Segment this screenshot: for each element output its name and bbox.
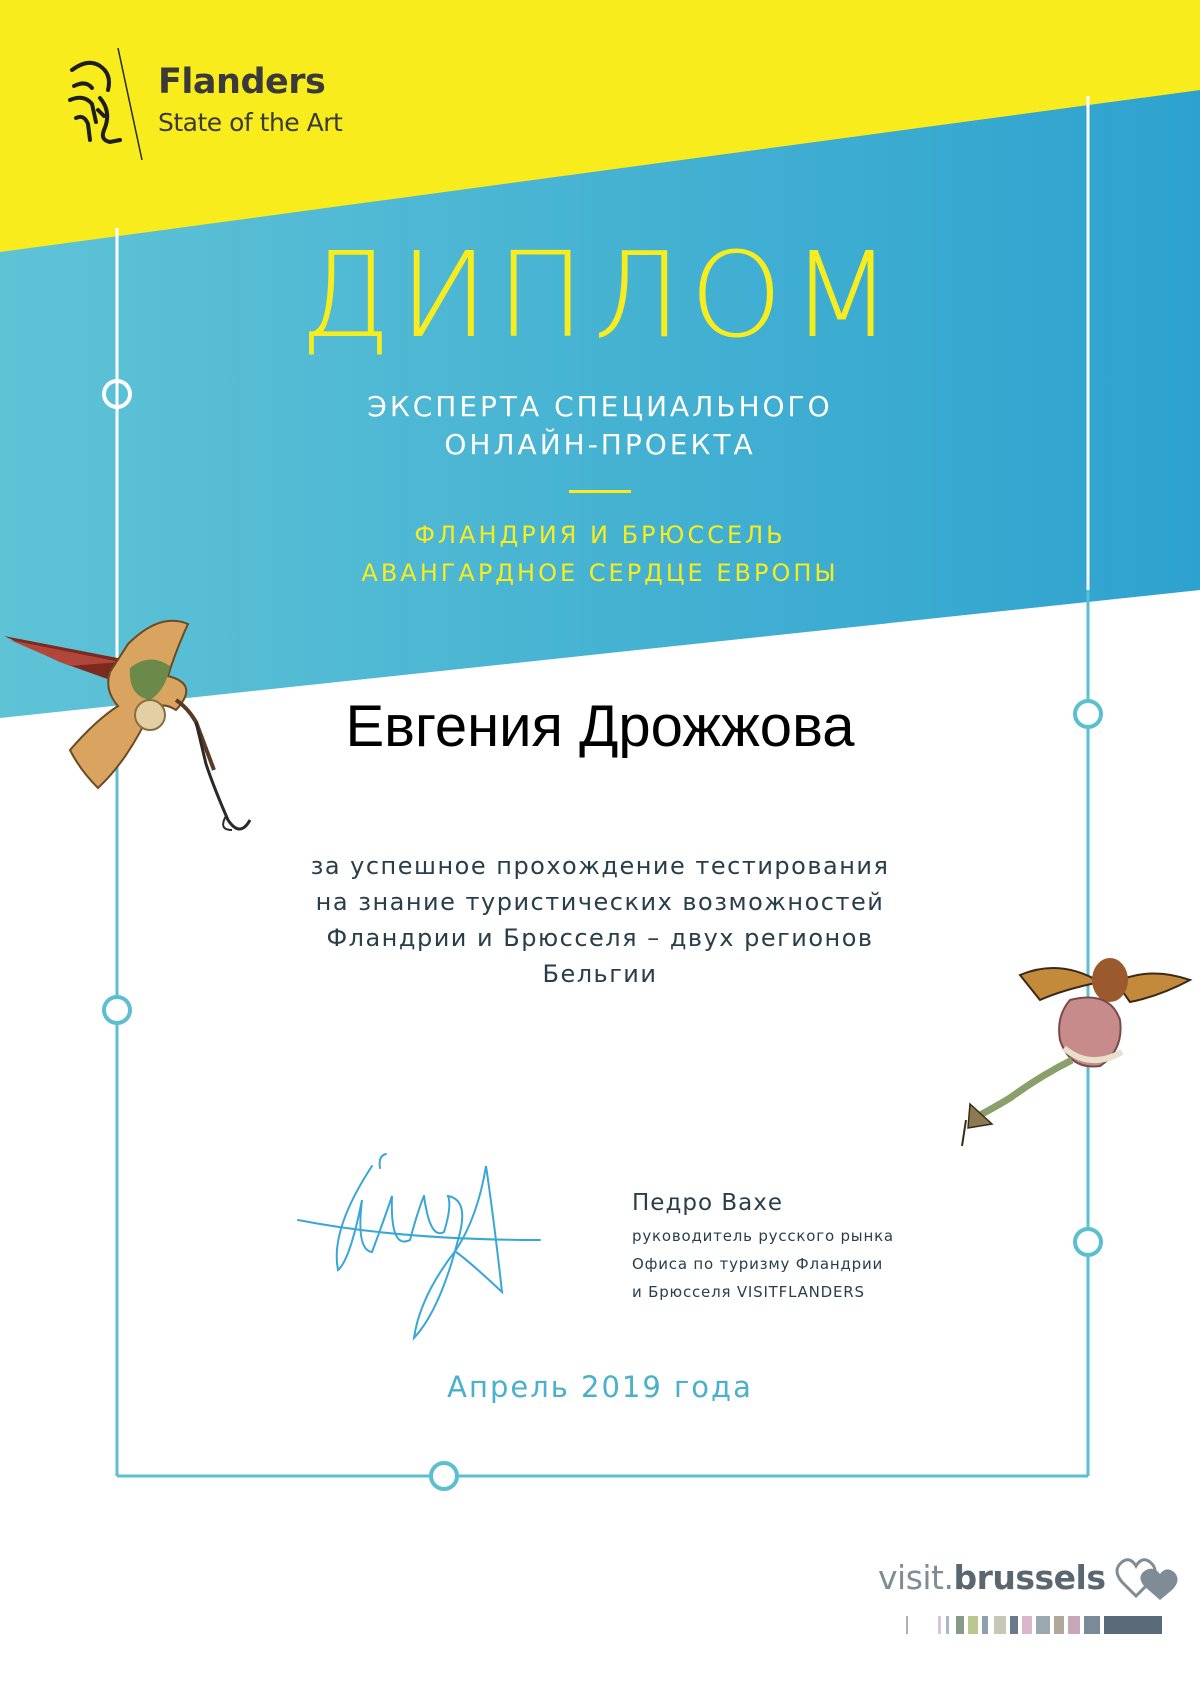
project-line: ФЛАНДРИЯ И БРЮССЕЛЬ — [414, 521, 786, 549]
project-name — [300, 516, 900, 592]
signatory-title-line: Офиса по туризму Фландрии — [632, 1255, 884, 1273]
brand-color-bars — [906, 1616, 1162, 1634]
brand-prefix: visit. — [878, 1558, 954, 1597]
frame-circle — [1075, 1229, 1101, 1255]
description-line: на знание туристических возможностей — [315, 888, 885, 916]
signatory-name: Педро Вахе — [632, 1190, 783, 1216]
description-line: за успешное прохождение тестирования — [310, 852, 890, 880]
brand-name: brussels — [953, 1558, 1106, 1597]
project-line: АВАНГАРДНОЕ СЕРДЦЕ ЕВРОПЫ — [361, 559, 839, 587]
signatory-title — [632, 1222, 894, 1306]
recipient-name: Евгения Дрожжова — [345, 694, 855, 759]
winged-creature-right — [962, 958, 1190, 1146]
signatory-title-line: и Брюсселя VISITFLANDERS — [632, 1283, 865, 1301]
expert-subtitle — [300, 388, 900, 464]
visit-brussels-logo — [878, 1558, 1106, 1597]
description-line: Фландрии и Брюсселя – двух регионов — [326, 924, 874, 952]
award-description — [250, 848, 950, 992]
subtitle-line: ОНЛАЙН-ПРОЕКТА — [444, 428, 756, 461]
issue-date: Апрель 2019 года — [447, 1370, 753, 1404]
diploma-title: ДИПЛОМ — [299, 226, 901, 364]
logo-subtitle: State of the Art — [158, 108, 343, 137]
yellow-divider — [569, 490, 631, 493]
signature — [298, 1154, 540, 1338]
subtitle-line: ЭКСПЕРТА СПЕЦИАЛЬНОГО — [367, 390, 833, 423]
frame-circle — [104, 997, 130, 1023]
signatory-title-line: руководитель русского рынка — [632, 1227, 894, 1245]
hearts-icon — [1117, 1560, 1178, 1600]
frame-circle — [431, 1463, 457, 1489]
logo-title: Flanders — [158, 62, 326, 102]
description-line: Бельгии — [542, 960, 658, 988]
